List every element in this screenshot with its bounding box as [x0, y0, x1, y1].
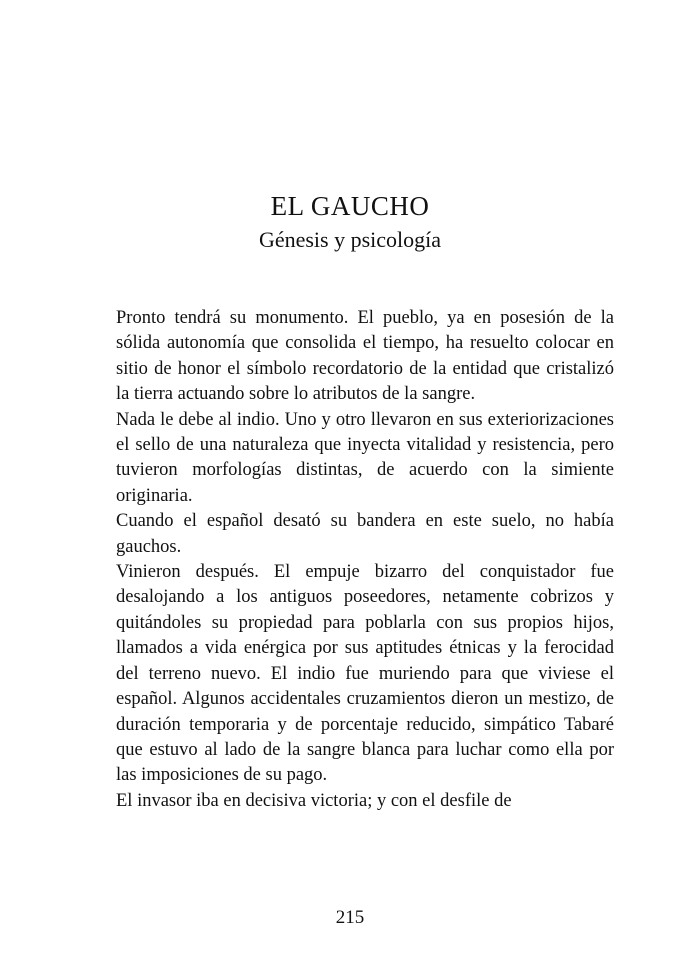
paragraph: Vinieron después. El empuje bizarro del conquistador fue desalojando a los antiguos poseedores, netamente cobrizos y quitándoles su propiedad para poblarla con sus propios hijos, llamados a vida enérgica por sus aptitudes étnicas y la ferocidad del terreno nuevo. El indio fue muriendo para que viviese el español. Algunos accidentales cruzamientos dieron un mestizo, de duración temporaria y de porcentaje reducido, simpático Tabaré que estuvo al lado de la sangre blanca para luchar como ella por las imposiciones de su pago. — [116, 562, 614, 786]
chapter-subtitle: Génesis y psicología — [258, 227, 442, 252]
paragraph: Nada le debe al indio. Uno y otro llevaron en sus exteriorizaciones el sello de una naturaleza que inyecta vitalidad y resistencia, pero tuvieron morfologías distintas, de acuerdo con la simiente originaria. — [116, 409, 614, 506]
page-number: 215 — [335, 907, 365, 928]
paragraph: El invasor iba en decisiva victoria; y con el desfile de — [116, 790, 512, 811]
paragraph: Pronto tendrá su monumento. El pueblo, ya en posesión de la sólida autonomía que consolida el tiempo, ha resuelto colocar en sitio de honor el símbolo recordatorio de la entidad que cristalizó la tierra actuando sobre lo atributos de la sangre. — [116, 308, 614, 405]
paragraph: Cuando el español desató su bandera en este suelo, no había gauchos. — [116, 511, 614, 557]
chapter-title: EL GAUCHO — [270, 191, 430, 221]
body-text — [116, 306, 614, 814]
